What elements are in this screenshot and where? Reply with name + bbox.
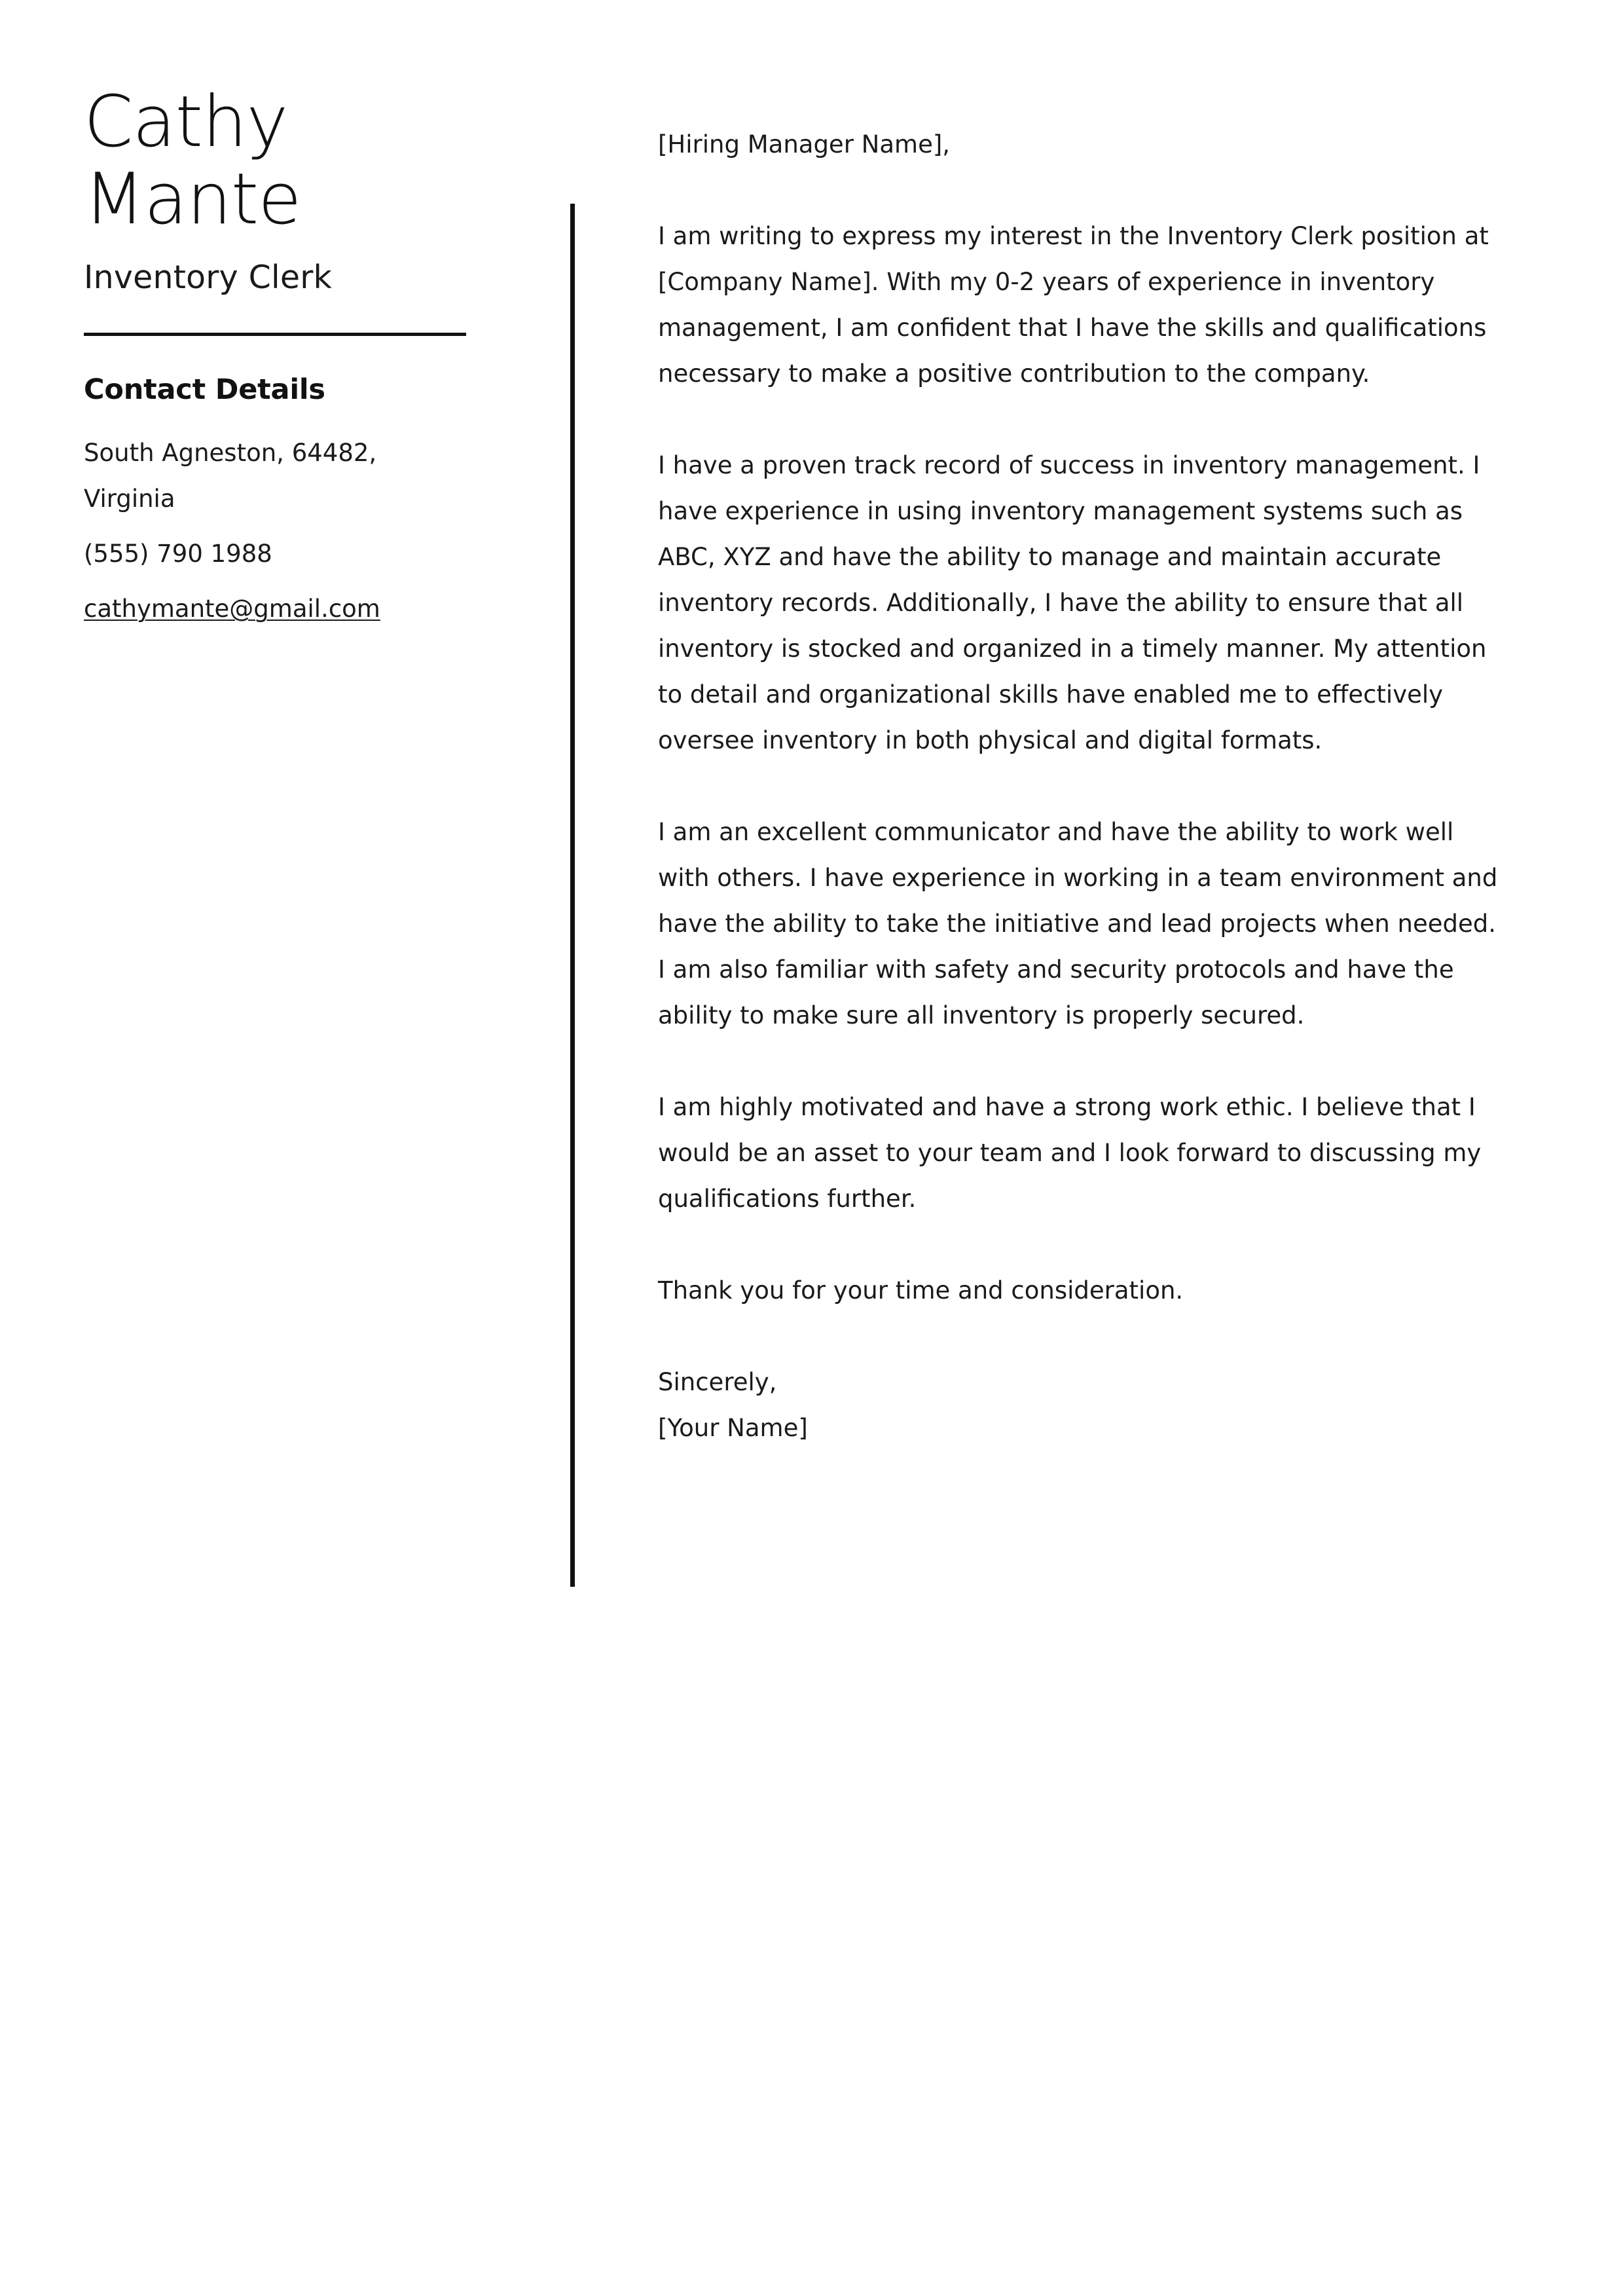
letter-thank-you: Thank you for your time and consideration. [658,1276,1184,1305]
contact-email-link[interactable]: cathymante@gmail.com [84,595,380,623]
letter-sign-off [658,1360,1503,1451]
letter-closing: Sincerely, [658,1368,777,1396]
name-first-line: Cathy [84,81,288,163]
candidate-name [84,81,516,240]
contact-address [84,430,450,522]
contact-address-line-1: South Agneston, 64482, [84,439,377,467]
letter-paragraph: I have a proven track record of success in inventory management. I have experience in using inventory management systems such as ABC, XYZ and have the ability to manage and maintain accurate inventory records. Additionally, I have the ability to ensure that all inventory is stocked and organized in a timely manner. My attention to detail and organizational skills have enabled me to effectively oversee inventory in both physical and digital formats. [658,451,1487,754]
job-title: Inventory Clerk [84,259,333,296]
contact-phone: (555) 790 1988 [84,540,272,568]
contact-email-wrapper [84,586,450,632]
contact-address-line-2: Virginia [84,485,175,513]
left-sidebar [84,0,516,632]
letter-signature: [Your Name] [658,1414,808,1442]
name-last-line: Mante [84,158,301,240]
letter-body [658,122,1503,1451]
contact-details-list [84,430,516,632]
letter-paragraph: I am highly motivated and have a strong work ethic. I believe that I would be an asset to your team and I look forward to discussing my qualifications further. [658,1093,1482,1213]
letter-salutation: [Hiring Manager Name], [658,130,951,158]
header-divider-rule [84,333,466,336]
letter-paragraph: I am an excellent communicator and have the ability to work well with others. I have experience in working in a team environment and have the ability to take the initiative and lead projects when needed. I am also familiar with safety and security protocols and have the ability to make sure all inventory is properly secured. [658,818,1498,1029]
contact-details-heading: Contact Details [84,373,325,406]
column-divider-line [570,204,575,1587]
letter-paragraph: I am writing to express my interest in the Inventory Clerk position at [Company Name]. With my 0-2 years of experience in inventory management, I am confident that I have the skills and qualifications necessary to make a positive contribution to the company. [658,222,1489,388]
